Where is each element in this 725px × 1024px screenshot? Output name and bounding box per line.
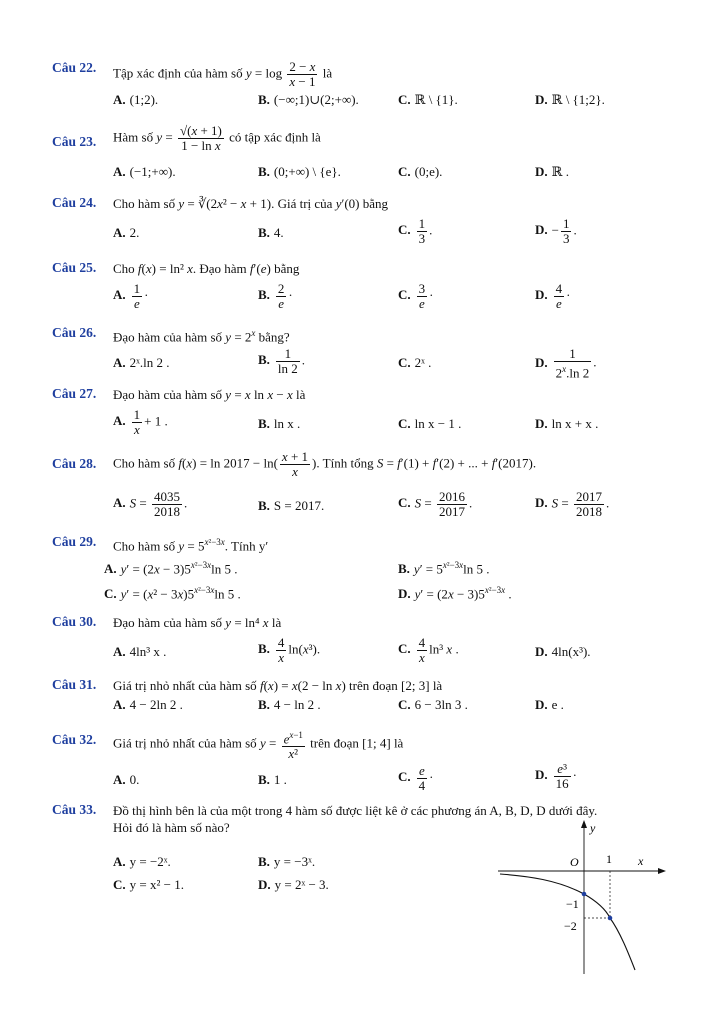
question-label: Câu 31. [52, 677, 97, 692]
question-label: Câu 24. [52, 195, 97, 210]
function-graph [498, 818, 668, 974]
option-c[interactable]: C. ℝ \ {1}. [398, 92, 458, 107]
option-d[interactable]: D. − $\frac{1}{3}$ . [535, 216, 577, 246]
tick-m1: −1 [566, 897, 579, 911]
point-1-m2 [608, 916, 613, 921]
question-label: Câu 22. [52, 60, 97, 75]
option-c[interactable]: C. 6 − 3ln 3 . [398, 697, 468, 712]
label-origin: O [570, 855, 579, 869]
option-b[interactable]: B. $y' = 5^{x^2-3x}\ln$ 5 . [398, 560, 490, 577]
option-d[interactable]: D. e . [535, 697, 564, 712]
option-a[interactable]: A. S = $\frac{4035}{2018}$ . [113, 489, 188, 519]
option-a[interactable]: A. 2ˣ.ln 2 . [113, 355, 170, 370]
question-text: Tập xác định của hàm số y = log $\frac{2 - x}{x - 1}$ là [113, 59, 333, 89]
y-axis-arrow [581, 820, 587, 828]
question-label: Câu 33. [52, 802, 97, 817]
option-c[interactable]: C. (0;e). [398, 164, 443, 179]
question-text-line-2: Hỏi đó là hàm số nào? [113, 820, 230, 835]
option-a[interactable]: A. 0. [113, 772, 140, 787]
option-c[interactable]: C. ln x − 1 . [398, 416, 462, 431]
option-b[interactable]: B. ln x . [258, 416, 301, 431]
question-text: Đạo hàm của hàm số y = x ln x − x là [113, 387, 306, 402]
option-d[interactable]: D. y = 2ˣ − 3. [258, 877, 329, 892]
question-label: Câu 26. [52, 325, 97, 340]
option-d[interactable]: D. $y' = (2x - 3)5^{x^2-3x}$ . [398, 585, 512, 602]
x-axis-arrow [658, 868, 666, 874]
question-label: Câu 25. [52, 260, 97, 275]
question-label: Câu 23. [52, 134, 97, 149]
label-y: y [590, 821, 596, 835]
question-text: Giá trị nhỏ nhất của hàm số f(x) = x(2 − ln x) trên đoạn [2; 3] là [113, 678, 443, 693]
option-d[interactable]: D. S = $\frac{2017}{2018}$ . [535, 489, 610, 519]
option-b[interactable]: B. y = −3ˣ. [258, 854, 316, 869]
question-text: Đạo hàm của hàm số $y = 2^x$ bằng? [113, 328, 290, 345]
option-b[interactable]: B. $\frac{1}{\ln 2}$ . [258, 346, 306, 376]
option-a[interactable]: A. (−1;+∞). [113, 164, 176, 179]
option-a[interactable]: A. $\frac{1}{e}$ · [113, 281, 149, 311]
option-d[interactable]: D. ℝ . [535, 164, 569, 179]
option-d[interactable]: D. $\frac{1}{2^x.\ln 2}$ . [535, 346, 597, 381]
question-text: Cho hàm số f(x) = ln 2017 − ln( $\frac{x + 1}{x}$ ). Tính tổng S = f′(1) + f′(2) + ... + f′(2017). [113, 449, 537, 479]
option-a[interactable]: A. 4 − 2ln 2 . [113, 697, 183, 712]
tick-m2: −2 [564, 919, 577, 933]
option-d[interactable]: D. 4ln(x³). [535, 644, 591, 659]
option-a[interactable]: A. y = −2ˣ. [113, 854, 171, 869]
option-c[interactable]: C. $\frac{4}{x}$ ln³ x . [398, 635, 459, 665]
option-c[interactable]: C. 2ˣ . [398, 355, 432, 370]
option-d[interactable]: D. ln x + x . [535, 416, 599, 431]
option-a[interactable]: A. 2. [113, 225, 140, 240]
question-text: Giá trị nhỏ nhất của hàm số y = $\frac{e^{x-1}}{\text{x²}}$ trên đoạn [1; 4] là [113, 730, 404, 762]
label-x: x [638, 854, 644, 868]
option-c[interactable]: C. $y' = (x^2 - 3x)5^{x^2-3x}\ln$ 5 . [104, 585, 241, 602]
question-label: Câu 28. [52, 456, 97, 471]
option-b[interactable]: B. $\frac{2}{e}$ · [258, 281, 293, 311]
option-c[interactable]: C. $\frac{e}{4}$ · [398, 763, 434, 793]
option-d[interactable]: D. $\frac{4}{e}$ · [535, 281, 571, 311]
option-b[interactable]: B. (0;+∞) \ {e}. [258, 164, 341, 179]
question-label: Câu 32. [52, 732, 97, 747]
question-label: Câu 29. [52, 534, 97, 549]
option-c[interactable]: C. $\frac{1}{3}$ . [398, 216, 433, 246]
tick-1: 1 [606, 852, 612, 866]
option-b[interactable]: B. 1 . [258, 772, 287, 787]
question-text: Cho f(x) = ln² x. Đạo hàm f′(e) bằng [113, 261, 300, 276]
option-a[interactable]: A. (1;2). [113, 92, 159, 107]
question-text: Hàm số y = $\frac{√(x + 1)}{\text{1 − ln x}}$ có tập xác định là [113, 123, 321, 153]
question-label: Câu 27. [52, 386, 97, 401]
option-c[interactable]: C. S = $\frac{2016}{2017}$ . [398, 489, 473, 519]
option-a[interactable]: A. $\frac{1}{x}$ + 1 . [113, 407, 168, 437]
option-a[interactable]: A. $y' = (2x - 3)5^{x^2-3x}\ln$ 5 . [104, 560, 238, 577]
option-b[interactable]: B. $\frac{4}{x}$ ln(x³). [258, 635, 321, 665]
question-text: Cho hàm số y = ∛(2x² − x + 1). Giá trị của y′(0) bằng [113, 196, 389, 211]
question-text: Đạo hàm của hàm số y = ln⁴ x là [113, 615, 282, 630]
question-label: Câu 30. [52, 614, 97, 629]
option-b[interactable]: B. 4. [258, 225, 284, 240]
question-text: Cho hàm số $y = 5^{x^2-3x}$. Tính y′ [113, 537, 269, 554]
option-a[interactable]: A. 4ln³ x . [113, 644, 167, 659]
option-b[interactable]: B. S = 2017. [258, 498, 325, 513]
option-d[interactable]: D. $\frac{\text{e³}}{16}$ · [535, 761, 577, 791]
option-c[interactable]: C. $\frac{3}{e}$ · [398, 281, 434, 311]
option-c[interactable]: C. y = x² − 1. [113, 877, 184, 892]
option-d[interactable]: D. ℝ \ {1;2}. [535, 92, 605, 107]
option-b[interactable]: B. (−∞;1)∪(2;+∞). [258, 92, 359, 107]
option-b[interactable]: B. 4 − ln 2 . [258, 697, 321, 712]
question-text-line-1: Đồ thị hình bên là của một trong 4 hàm số được liệt kê ở các phương án A, B, D, D dưới đây. [113, 803, 598, 818]
point-0-m1 [582, 892, 587, 897]
